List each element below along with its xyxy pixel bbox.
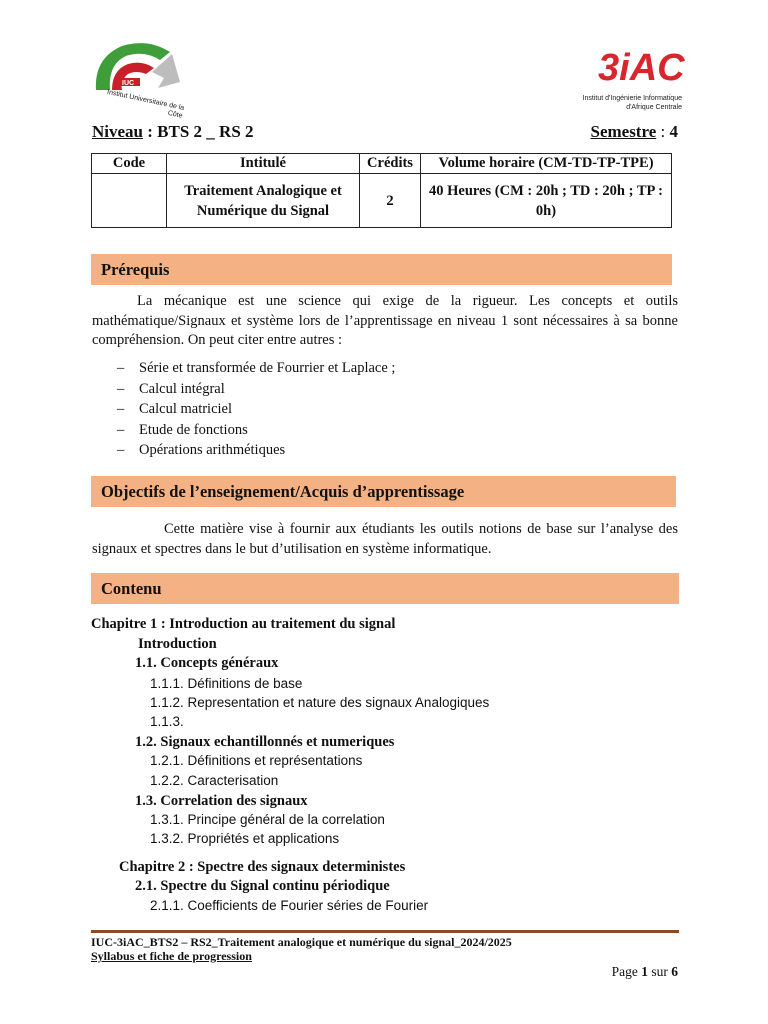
section-1-1-2: 1.1.2. Representation et nature des signaux Analogiques — [150, 695, 490, 710]
prerequis-list — [117, 358, 395, 461]
niveau — [92, 122, 254, 142]
section-1-1-1: 1.1.1. Définitions de base — [150, 676, 303, 691]
section-prerequis-title: Prérequis — [91, 254, 672, 285]
section-1-1: 1.1. Concepts généraux — [135, 655, 279, 671]
cell-credits: 2 — [360, 174, 421, 228]
page-word: Page — [611, 964, 638, 979]
section-2-1: 2.1. Spectre du Signal continu périodique — [135, 878, 390, 894]
3iac-mark-icon — [578, 44, 688, 90]
3iac-caption-line1: Institut d'Ingénierie Informatique — [582, 95, 682, 102]
iuc-mark-text: IUC — [122, 80, 135, 87]
section-1-3-2: 1.3.2. Propriétés et applications — [150, 831, 340, 846]
cell-volume: 40 Heures (CM : 20h ; TD : 20h ; TP : 0h) — [421, 174, 672, 228]
semestre-value: 4 — [669, 122, 678, 141]
niveau-label: Niveau — [92, 122, 143, 141]
prerequis-text: La mécanique est une science qui exige de la rigueur. Les concepts et outils mathématique/Signaux et système lors de l’apprentissage en niveau 1 sont nécessaires à sa bonne compréhension. On peut citer entre autres : — [92, 293, 678, 348]
objectifs-text: Cette matière vise à fournir aux étudiants les outils notions de base sur l’analyse des signaux et spectres dans le but d’utilisation en système informatique. — [92, 521, 678, 557]
list-item: – Etude de fonctions — [117, 421, 248, 438]
footer-divider — [91, 930, 679, 933]
section-1-2-1: 1.2.1. Définitions et représentations — [150, 753, 363, 768]
table-row — [92, 174, 672, 228]
col-code-header: Code — [92, 154, 167, 174]
section-1-2-2: 1.2.2. Caracterisation — [150, 773, 279, 788]
col-volume-header: Volume horaire (CM-TD-TP-TPE) — [421, 154, 672, 174]
cell-intitule: Traitement Analogique et Numérique du Signal — [167, 174, 360, 228]
page-number — [612, 964, 678, 980]
list-item: – Opérations arithmétiques — [117, 442, 286, 459]
list-item: – Série et transformée de Fourrier et Laplace ; — [117, 360, 396, 376]
table-header-row — [92, 154, 672, 174]
semestre: Semestre : 4 — [590, 122, 678, 141]
intro-heading: Introduction — [138, 636, 217, 652]
list-item: – Calcul intégral — [117, 380, 225, 397]
chapter-2-title: Chapitre 2 : Spectre des signaux deterministes — [119, 859, 406, 875]
col-intitule-header: Intitulé — [167, 154, 360, 174]
footer-doc-type: Syllabus et fiche de progression — [91, 949, 252, 963]
cell-code — [92, 174, 167, 228]
section-contenu-title: Contenu — [91, 573, 679, 604]
footer-course-line: IUC-3iAC_BTS2 – RS2_Traitement analogique et numérique du signal_2024/2025 — [91, 935, 512, 949]
page-current: 1 — [641, 964, 648, 979]
page-total: 6 — [671, 964, 678, 979]
3iac-logo — [578, 44, 688, 124]
col-credits-header: Crédits — [360, 154, 421, 174]
chapter-1-title: Chapitre 1 : Introduction au traitement du signal — [91, 616, 396, 632]
iuc-logo — [88, 38, 184, 120]
section-1-2: 1.2. Signaux echantillonnés et numeriques — [135, 734, 395, 750]
3iac-caption-line2: d'Afrique Centrale — [626, 104, 682, 111]
section-1-1-3: 1.1.3. — [150, 714, 184, 729]
section-2-1-1: 2.1.1. Coefficients de Fourier séries de Fourier — [150, 898, 429, 913]
iuc-caption: Institut Universitaire de la Côte — [106, 88, 185, 120]
section-objectifs-title: Objectifs de l’enseignement/Acquis d’apprentissage — [91, 476, 676, 507]
section-1-3: 1.3. Correlation des signaux — [135, 793, 308, 809]
3iac-mark-text: 3iAC — [598, 47, 685, 89]
page-sep: sur — [651, 964, 668, 979]
list-item: – Calcul matriciel — [117, 401, 233, 418]
niveau-value: : BTS 2 _ RS 2 — [147, 122, 254, 141]
course-table — [91, 153, 672, 228]
section-1-3-1: 1.3.1. Principe général de la correlation — [150, 812, 385, 827]
semestre-label: Semestre — [590, 122, 657, 141]
